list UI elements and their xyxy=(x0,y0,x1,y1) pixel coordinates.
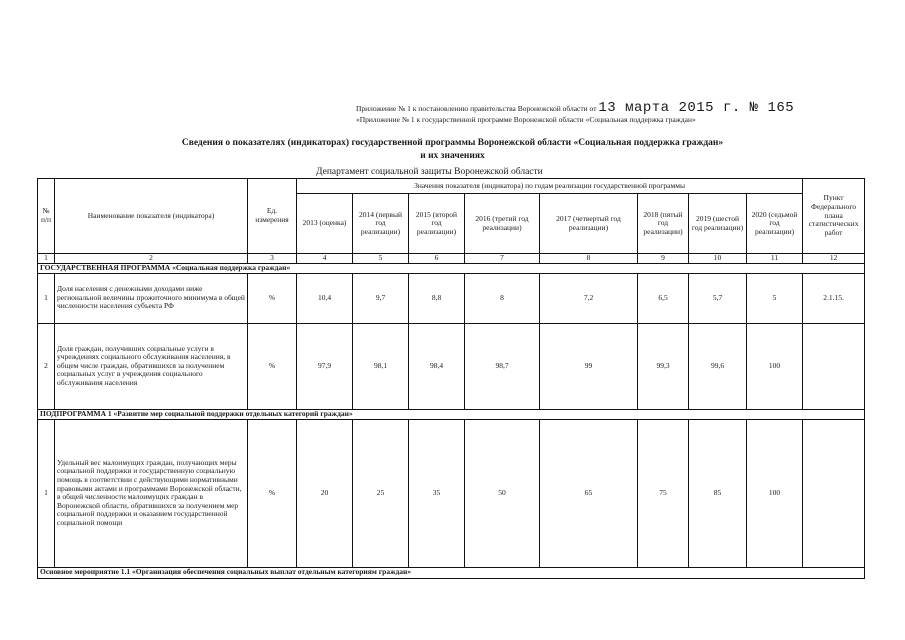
table-row xyxy=(38,323,865,409)
header-year: 2015 (второй год реализации) xyxy=(409,194,465,254)
row-value: 5 xyxy=(747,273,803,323)
section-row xyxy=(38,409,865,419)
row-value: 98,4 xyxy=(409,323,465,409)
row-value: 8 xyxy=(465,273,540,323)
row-unit: % xyxy=(248,419,297,567)
section-state-program: ГОСУДАРСТВЕННАЯ ПРОГРАММА «Социальная поддержка граждан» xyxy=(38,263,865,273)
row-value: 98,1 xyxy=(353,323,409,409)
table-row xyxy=(38,419,865,567)
header-unit: Ед. измерения xyxy=(248,179,297,254)
section-row xyxy=(38,263,865,273)
header-year: 2020 (седьмой год реализации) xyxy=(747,194,803,254)
row-value: 6,5 xyxy=(638,273,689,323)
header-values-group: Значения показателя (индикатора) по годам реализации государственной программы xyxy=(297,179,803,194)
row-value: 20 xyxy=(297,419,353,567)
row-value: 10,4 xyxy=(297,273,353,323)
column-numbers-row xyxy=(38,254,865,264)
header-appendix-text: Приложение № 1 к постановлению правительства Воронежской области от xyxy=(356,104,597,113)
header-year: 2018 (пятый год реализации) xyxy=(638,194,689,254)
row-unit: % xyxy=(248,273,297,323)
row-value: 25 xyxy=(353,419,409,567)
column-number: 2 xyxy=(55,254,248,264)
section-main-activity-1-1: Основное мероприятие 1.1 «Организация обеспечения социальных выплат отдельным категориям граждан» xyxy=(38,567,865,578)
document-title: Сведения о показателях (индикаторах) государственной программы Воронежской области «Социальная поддержка граждан» xyxy=(181,138,724,148)
column-number: 1 xyxy=(38,254,55,264)
row-plan xyxy=(803,323,865,409)
section-row xyxy=(38,567,865,578)
header-plan: Пункт Федерального плана статистических работ xyxy=(803,179,865,254)
row-name: Доля граждан, получивших социальные услуги в учреждениях социального обслуживания населения, в общем числе граждан, обратившихся за получением социальных услуг в учреждения социального обслуживания населения xyxy=(55,323,248,409)
header-year: 2019 (шестой год реализации) xyxy=(689,194,747,254)
row-value: 75 xyxy=(638,419,689,567)
row-value: 98,7 xyxy=(465,323,540,409)
row-value: 99,6 xyxy=(689,323,747,409)
row-value: 65 xyxy=(540,419,638,567)
row-value: 50 xyxy=(465,419,540,567)
row-num: 1 xyxy=(38,273,55,323)
row-name: Удельный вес малоимущих граждан, получающих меры социальной поддержки и государственную социальную помощь в соответствии с действующими нормативными правовыми актами и программами Воронежской области, в общей численности малоимущих граждан в Воронежской области, обратившихся за получением мер социальной поддержки и оказанием государственной социальной помощи xyxy=(55,419,248,567)
indicators-table xyxy=(37,178,865,579)
header-decree-date: 13 марта 2015 г. № 165 xyxy=(598,100,795,116)
row-value: 35 xyxy=(409,419,465,567)
header-year: 2014 (первый год реализации) xyxy=(353,194,409,254)
row-unit: % xyxy=(248,323,297,409)
row-value: 99,3 xyxy=(638,323,689,409)
row-value: 7,2 xyxy=(540,273,638,323)
row-value: 5,7 xyxy=(689,273,747,323)
department-name: Департамент социальной защиты Воронежской области xyxy=(316,167,543,177)
row-plan: 2.1.15. xyxy=(803,273,865,323)
header-num: № п/п xyxy=(38,179,55,254)
column-number: 12 xyxy=(803,254,865,264)
column-number: 8 xyxy=(540,254,638,264)
row-value: 9,7 xyxy=(353,273,409,323)
row-value: 100 xyxy=(747,323,803,409)
row-num: 2 xyxy=(38,323,55,409)
header-year: 2017 (четвертый год реализации) xyxy=(540,194,638,254)
row-name: Доля населения с денежными доходами ниже региональной величины прожиточного минимума в общей численности населения субъекта РФ xyxy=(55,273,248,323)
column-number: 3 xyxy=(248,254,297,264)
header-line-2: «Приложение № 1 к государственной программе Воронежской области «Социальная поддержка граждан» xyxy=(356,115,696,124)
column-number: 5 xyxy=(353,254,409,264)
table-row xyxy=(38,273,865,323)
header-name: Наименование показателя (индикатора) xyxy=(55,179,248,254)
header-line-1 xyxy=(356,100,794,116)
column-number: 11 xyxy=(747,254,803,264)
row-value: 85 xyxy=(689,419,747,567)
row-num: 1 xyxy=(38,419,55,567)
section-subprogram-1: ПОДПРОГРАММА 1 «Развитие мер социальной поддержки отдельных категорий граждан» xyxy=(38,409,865,419)
row-value: 97,9 xyxy=(297,323,353,409)
header-year: 2013 (оценка) xyxy=(297,194,353,254)
row-value: 99 xyxy=(540,323,638,409)
column-number: 4 xyxy=(297,254,353,264)
column-number: 6 xyxy=(409,254,465,264)
column-number: 10 xyxy=(689,254,747,264)
row-value: 100 xyxy=(747,419,803,567)
document-title-line-2: и их значениях xyxy=(420,151,485,161)
column-number: 9 xyxy=(638,254,689,264)
header-row-1 xyxy=(38,179,865,194)
column-number: 7 xyxy=(465,254,540,264)
row-value: 8,8 xyxy=(409,273,465,323)
row-plan xyxy=(803,419,865,567)
header-year: 2016 (третий год реализации) xyxy=(465,194,540,254)
